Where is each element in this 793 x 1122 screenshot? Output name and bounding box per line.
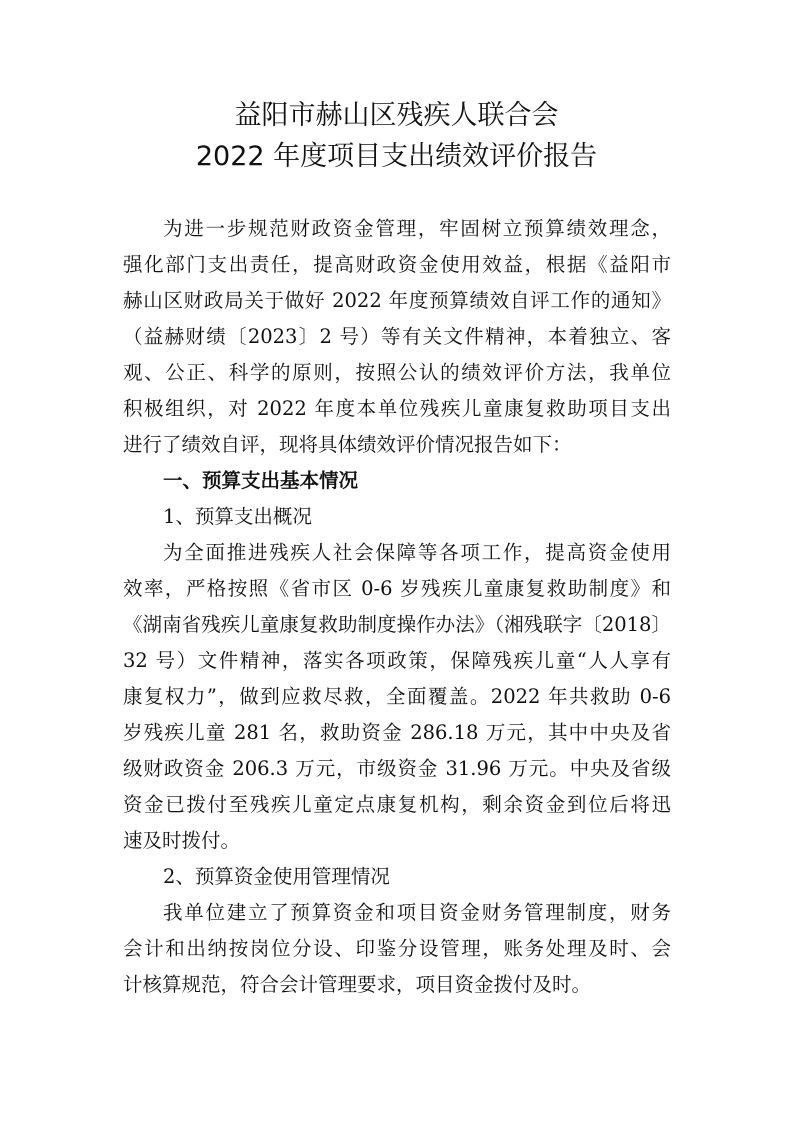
document-title-line-1: 益阳市赫山区残疾人联合会 — [234, 100, 559, 131]
body-line — [0, 535, 793, 571]
section-heading — [0, 463, 793, 499]
intro-text: 进行了绩效自评，现将具体绩效评价情况报告如下： — [123, 433, 572, 456]
body-line — [0, 823, 793, 859]
intro-text: 观、公正、科学的原则，按照公认的绩效评价方法，我单位 — [123, 361, 671, 384]
body-line — [0, 607, 793, 643]
section-1-heading: 一、预算支出基本情况 — [163, 469, 359, 492]
body-line — [0, 967, 793, 1003]
body-line — [0, 751, 793, 787]
body-text: 资金已拨付至残疾儿童定点康复机构，剩余资金到位后将迅 — [123, 793, 671, 816]
body-line — [0, 715, 793, 751]
intro-line — [0, 211, 793, 247]
intro-line — [0, 391, 793, 427]
body-text: 速及时拨付。 — [123, 829, 241, 852]
body-text: 级财政资金 206.3 万元，市级资金 31.96 万元。中央及省级 — [123, 757, 671, 780]
intro-line — [0, 355, 793, 391]
document-title-line-2: 2022 年度项目支出绩效评价报告 — [195, 141, 598, 172]
intro-line — [0, 319, 793, 355]
intro-text: 强化部门支出责任，提高财政资金使用效益，根据《益阳市 — [123, 253, 671, 276]
body-line — [0, 895, 793, 931]
intro-text: 赫山区财政局关于做好 2022 年度预算绩效自评工作的通知》 — [123, 289, 671, 312]
body-text: 效率，严格按照《省市区 0-6 岁残疾儿童康复救助制度》和 — [123, 577, 671, 600]
body-text: 32 号）文件精神，落实各项政策，保障残疾儿童“人人享有 — [123, 649, 671, 672]
subsection-heading — [0, 499, 793, 535]
body-text: 我单位建立了预算资金和项目资金财务管理制度，财务 — [163, 901, 671, 924]
body-text: 《湖南省残疾儿童康复救助制度操作办法》（湘残联字〔2018〕 — [123, 613, 671, 636]
subsection-2-heading: 2、预算资金使用管理情况 — [163, 865, 390, 888]
body-text: 计核算规范，符合会计管理要求，项目资金拨付及时。 — [123, 973, 592, 996]
intro-line — [0, 247, 793, 283]
body-line — [0, 643, 793, 679]
body-text: 康复权力”，做到应救尽救，全面覆盖。2022 年共救助 0-6 — [123, 685, 671, 708]
body-text: 会计和出纳按岗位分设、印鉴分设管理，账务处理及时、会 — [123, 937, 671, 960]
body-line — [0, 931, 793, 967]
intro-line — [0, 283, 793, 319]
body-line — [0, 679, 793, 715]
subsection-heading — [0, 859, 793, 895]
subsection-1-heading: 1、预算支出概况 — [163, 505, 312, 528]
body-line — [0, 787, 793, 823]
body-text: 为全面推进残疾人社会保障等各项工作，提高资金使用 — [163, 541, 671, 564]
intro-text: 积极组织，对 2022 年度本单位残疾儿童康复救助项目支出 — [123, 397, 671, 420]
intro-text: （益赫财绩〔2023〕2 号）等有关文件精神，本着独立、客 — [123, 325, 671, 348]
intro-text: 为进一步规范财政资金管理，牢固树立预算绩效理念， — [163, 217, 671, 240]
intro-line — [0, 427, 793, 463]
body-line — [0, 571, 793, 607]
body-text: 岁残疾儿童 281 名，救助资金 286.18 万元，其中中央及省 — [123, 721, 671, 744]
